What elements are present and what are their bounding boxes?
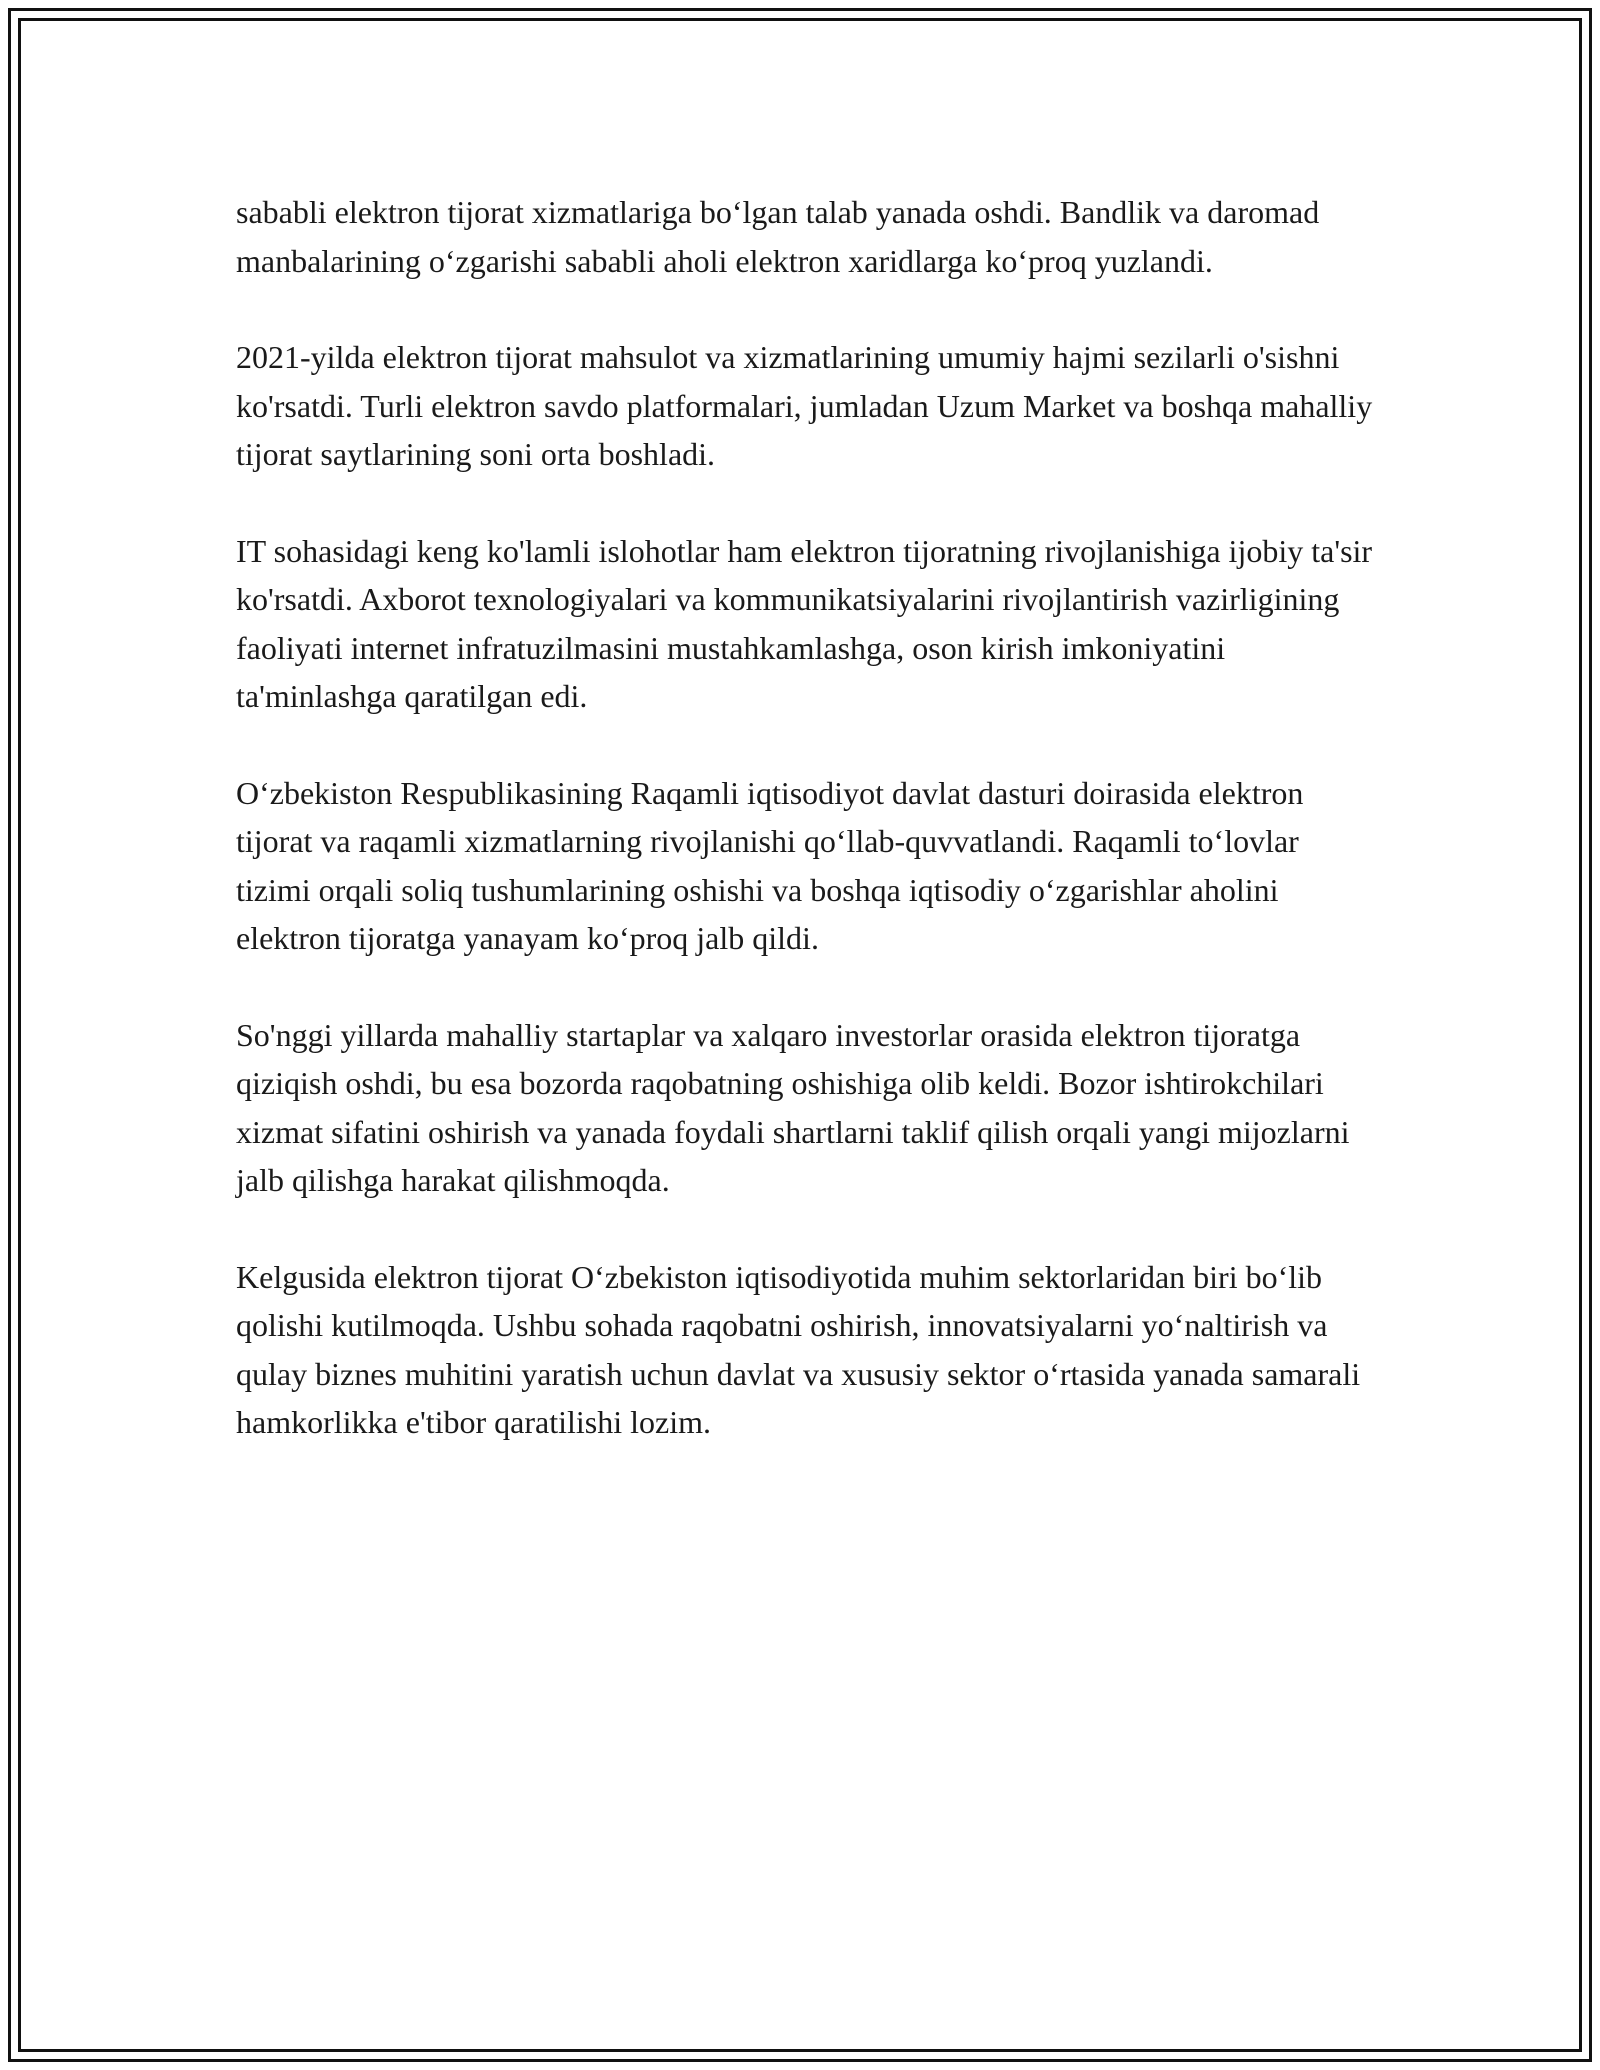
paragraph-5: So'nggi yillarda mahalliy startaplar va xalqaro investorlar orasida elektron tijoratga qiziqish oshdi, bu esa bozorda raqobatning oshishiga olib keldi. Bozor ishtirokchilari xizmat sifatini oshirish va yanada foydali shartlarni taklif qilish orqali yangi mijozlarni jalb qilishga harakat qilishmoqda. (236, 1016, 1350, 1198)
paragraph-4: O‘zbekiston Respublikasining Raqamli iqtisodiyot davlat dasturi doirasida elektron tijorat va raqamli xizmatlarning rivojlanishi qo‘llab-quvvatlandi. Raqamli to‘lovlar tizimi orqali soliq tushumlarining oshishi va boshqa iqtisodiy o‘zgarishlar aholini elektron tijoratga yanayam ko‘proq jalb qildi. (236, 774, 1304, 956)
paragraph-3: IT sohasidagi keng ko'lamli islohotlar ham elektron tijoratning rivojlanishiga ijobiy ta'sir ko'rsatdi. Axborot texnologiyalari va kommunikatsiyalarini rivojlantirish vazirligining faoliyati internet infratuzilmasini mustahkamlashga, oson kirish imkoniyatini ta'minlashga qaratilgan edi. (236, 532, 1373, 714)
paragraph-6: Kelgusida elektron tijorat O‘zbekiston iqtisodiyotida muhim sektorlaridan biri bo‘lib qolishi kutilmoqda. Ushbu sohada raqobatni oshirish, innovatsiyalarni yo‘naltirish va qulay biznes muhitini yaratish uchun davlat va xususiy sektor o‘rtasida yanada samarali hamkorlikka e'tibor qaratilishi lozim. (236, 1258, 1361, 1440)
document-body (236, 188, 1376, 1495)
paragraph-2: 2021-yilda elektron tijorat mahsulot va xizmatlarining umumiy hajmi sezilarli o'sishni ko'rsatdi. Turli elektron savdo platformalari, jumladan Uzum Market va boshqa mahalliy tijorat saytlarining soni orta boshladi. (236, 339, 1373, 472)
paragraph-1: sababli elektron tijorat xizmatlariga bo‘lgan talab yanada oshdi. Bandlik va daromad manbalarining o‘zgarishi sababli aholi elektron xaridlarga ko‘proq yuzlandi. (236, 194, 1320, 279)
